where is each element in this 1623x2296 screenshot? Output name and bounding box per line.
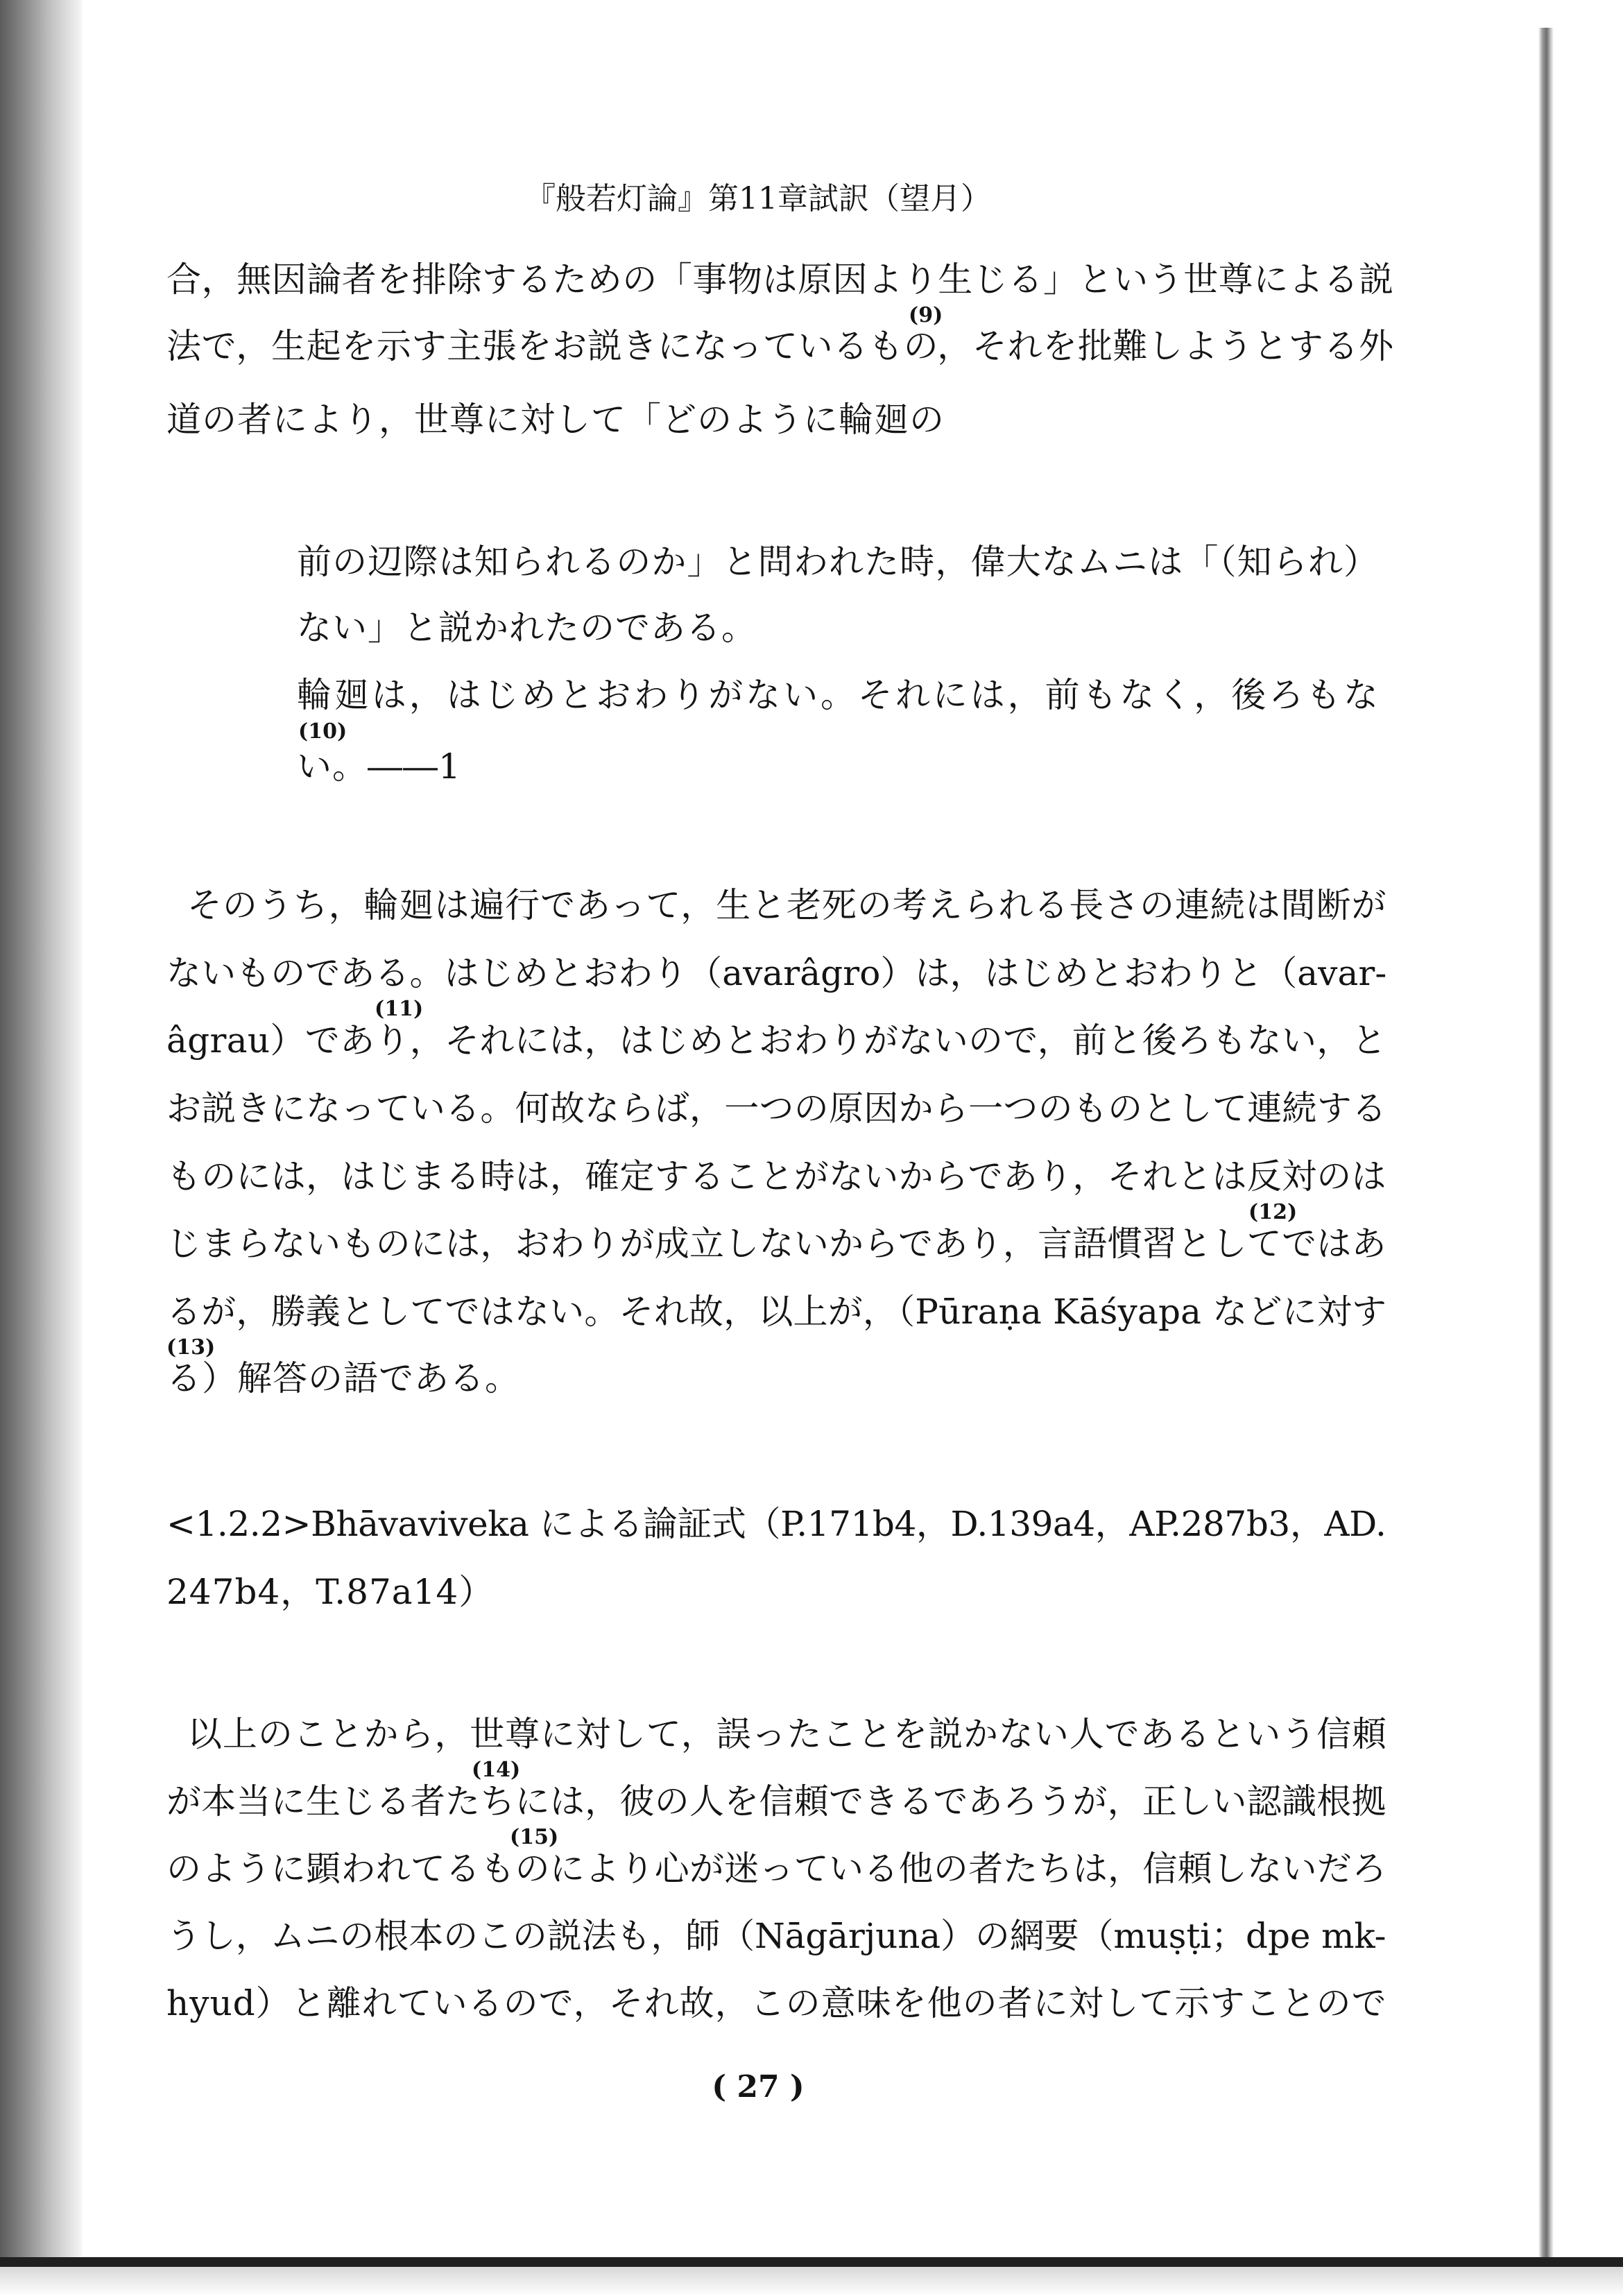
note-ref-13: (13) xyxy=(166,1335,216,1360)
text-line-3: 道の者により，世尊に対して「どのように輪廻の xyxy=(166,400,945,440)
text-line-7: お説きになっている。何故ならば，一つの原因から一つのものとして連続する xyxy=(166,1088,1387,1129)
note-ref-15: (15) xyxy=(510,1825,559,1849)
verse-line-4: い。――1 xyxy=(297,746,461,787)
scan-bottom-border xyxy=(0,2257,1623,2267)
text-line-14: のように顕われてるものにより心が迷っている他の者たちは，信頼しないだろ xyxy=(166,1849,1387,1889)
text-line-8: ものには，はじまる時は，確定することがないからであり，それとは反対のは xyxy=(166,1156,1386,1197)
note-ref-14: (14) xyxy=(472,1758,521,1782)
text-line-9: じまらないものには，おわりが成立しないからであり，言語慣習としてではあ xyxy=(166,1224,1386,1264)
text-line-2: 法で，生起を示す主張をお説きになっているもの，それを批難しようとする外 xyxy=(166,326,1394,366)
scan-edge-left xyxy=(0,0,83,2296)
text-line-12: 以上のことから，世尊に対して，誤ったことを説かない人であるという信頼 xyxy=(187,1714,1387,1754)
section-heading: <1.2.2>Bhāvaviveka による論証式（P.171b4，D.139a4，AP.287b3，AD. xyxy=(166,1504,1386,1544)
text-line-13: が本当に生じる者たちには，彼の人を信頼できるであろうが，正しい認識根拠 xyxy=(166,1781,1386,1822)
text-line-4: そのうち，輪廻は遍行であって，生と老死の考えられる長さの連続は間断が xyxy=(187,885,1387,925)
scan-bottom-shadow xyxy=(0,2267,1623,2296)
note-ref-10: (10) xyxy=(298,719,347,744)
note-ref-12: (12) xyxy=(1248,1200,1298,1224)
page-number: ( 27 ) xyxy=(712,2069,805,2105)
verse-line-1: 前の辺際は知られるのか」と問われた時，偉大なムニは「（知られ） xyxy=(297,542,1380,582)
note-ref-9: (9) xyxy=(909,303,943,327)
running-head: 『般若灯論』第11章試訳（望月） xyxy=(525,181,991,216)
text-line-5: ないものである。はじめとおわり（avarâgro）は，はじめとおわりと（avar- xyxy=(166,953,1387,993)
verse-line-2: ない」と説かれたのである。 xyxy=(297,608,757,648)
text-line-10: るが，勝義としてではない。それ故，以上が，（Pūraṇa Kāśyapa などに対す xyxy=(166,1292,1387,1332)
text-line-15: うし，ムニの根本のこの説法も，師（Nāgārjuna）の網要（muṣṭi；dpe mk- xyxy=(166,1916,1386,1956)
verse-line-3: 輪廻は，はじめとおわりがない。それには，前もなく，後ろもな xyxy=(297,675,1381,715)
note-ref-11: (11) xyxy=(375,997,424,1021)
text-line-16: hyud）と離れているので，それ故，この意味を他の者に対して示すことので xyxy=(166,1983,1387,2023)
text-line-1: 合，無因論者を排除するための「事物は原因より生じる」という世尊による説 xyxy=(166,259,1394,300)
text-line-11: る）解答の語である。 xyxy=(166,1358,520,1398)
text-line-6: âgrau）であり，それには，はじめとおわりがないので，前と後ろもない，と xyxy=(166,1020,1387,1061)
scan-edge-right xyxy=(1538,28,1554,2282)
section-heading-cont: 247b4，T.87a14） xyxy=(166,1572,495,1612)
